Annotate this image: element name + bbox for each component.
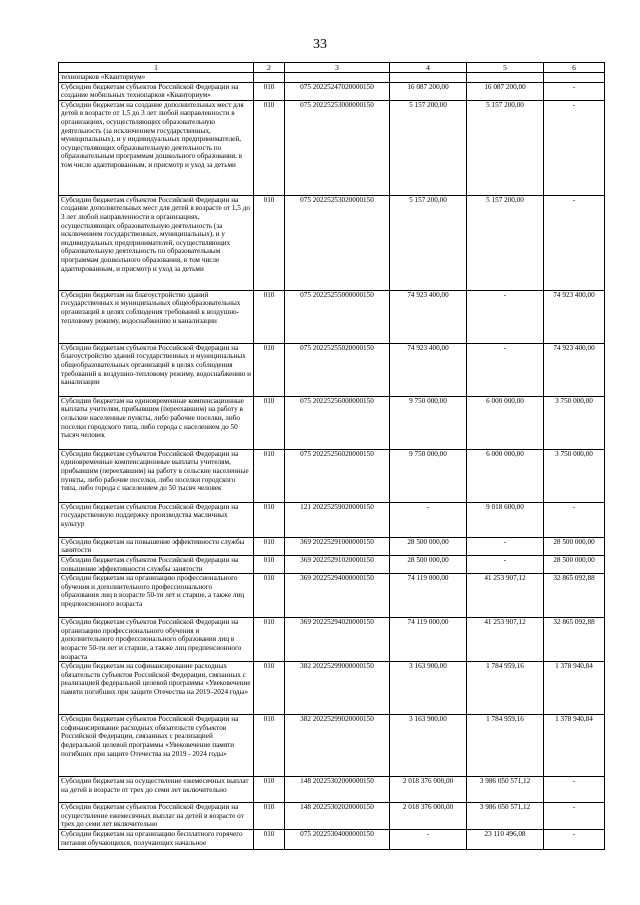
row-description: Субсидии бюджетам на создание дополнительных мест для детей в возрасте от 1,5 до 3 лет любой направленности в организациях, осуществляющих образовательную деятельность (за исключением государственных, муниципальных), и у индивидуальных предпринимателей, осуществляющих образовательную деятельность по образовательным программам дошкольного образования, в том числе адаптированным, и присмотр и уход за детьми [59, 100, 254, 195]
column-number: 5 [467, 63, 544, 73]
table-row [59, 715, 605, 777]
amount-col5: 1 784 959,16 [467, 662, 544, 715]
amount-col6: 74 923 400,00 [544, 290, 605, 343]
row-description: Субсидии бюджетам субъектов Российской Федерации на создание дополнительных мест для детей в возрасте от 1,5 до 3 лет любой направленности в организациях, осуществляющих образовательную деятельность (за исключением государственных, муниципальных), и у индивидуальных предпринимателей, осуществляющих образовательную деятельность по образовательным программам дошкольного образования, в том числе адаптированным, и присмотр и уход за детьми [59, 195, 254, 290]
table-row [59, 100, 605, 195]
row-description: Субсидии бюджетам на благоустройство зданий государственных и муниципальных общеобразовательных организаций в целях соблюдения требований к воздушно-тепловому режиму, водоснабжению и канализации [59, 290, 254, 343]
budget-classification-code: 148 20225302020000150 [285, 803, 390, 830]
budget-classification-code: 075 20225253020000150 [285, 195, 390, 290]
budget-classification-code: 382 20225299000000150 [285, 662, 390, 715]
amount-col5: 6 000 000,00 [467, 396, 544, 449]
budget-classification-code: 148 20225302000000150 [285, 777, 390, 803]
line-code: 010 [254, 829, 285, 849]
table-body [59, 63, 605, 850]
amount-col5: 3 986 050 571,12 [467, 803, 544, 830]
table-row [59, 537, 605, 555]
row-description: технопарков «Кванториум» [59, 73, 254, 83]
line-code: 010 [254, 195, 285, 290]
amount-col5: - [467, 343, 544, 396]
amount-col5: 9 018 600,00 [467, 502, 544, 537]
amount-col6: - [544, 803, 605, 830]
amount-col6: - [544, 502, 605, 537]
amount-col6: 3 750 000,00 [544, 396, 605, 449]
amount-col6: - [544, 829, 605, 849]
budget-classification-code: 369 20225291000000150 [285, 537, 390, 555]
budget-classification-code: 075 20225256000000150 [285, 396, 390, 449]
line-code: 010 [254, 715, 285, 777]
table-row [59, 829, 605, 849]
line-code: 010 [254, 502, 285, 537]
row-description: Субсидии бюджетам на софинансирование расходных обязательств субъектов Российской Федерации, связанных с реализацией федеральной целевой программы «Увековечение памяти погибших при защите Отечества на 2019–2024 годы» [59, 662, 254, 715]
amount-col4 [390, 73, 467, 83]
amount-col6: 28 500 000,00 [544, 555, 605, 573]
amount-col4: 74 119 000,00 [390, 618, 467, 662]
amount-col4: 5 157 200,00 [390, 100, 467, 195]
line-code [254, 73, 285, 83]
amount-col6: 28 500 000,00 [544, 537, 605, 555]
table-row [59, 803, 605, 830]
amount-col5: 6 000 000,00 [467, 449, 544, 502]
table-row [59, 82, 605, 100]
row-description: Субсидии бюджетам субъектов Российской Федерации на единовременные компенсационные выплаты учителям, прибывшим (переехавшим) на работу в сельские населенные пункты, либо рабочие поселки, либо поселки городского типа, либо города с населением до 50 тысяч человек [59, 449, 254, 502]
line-code: 010 [254, 662, 285, 715]
line-code: 010 [254, 100, 285, 195]
amount-col6: - [544, 100, 605, 195]
table-row [59, 449, 605, 502]
line-code: 010 [254, 290, 285, 343]
amount-col4: 3 163 900,00 [390, 662, 467, 715]
column-number: 2 [254, 63, 285, 73]
amount-col5: 3 986 050 571,12 [467, 777, 544, 803]
table-row [59, 396, 605, 449]
amount-col5: 41 253 907,12 [467, 618, 544, 662]
amount-col4: 28 500 000,00 [390, 555, 467, 573]
line-code: 010 [254, 449, 285, 502]
amount-col4: 28 500 000,00 [390, 537, 467, 555]
budget-classification-code: 121 20225259020000150 [285, 502, 390, 537]
table-row [59, 73, 605, 83]
page-number: 33 [313, 37, 327, 52]
row-description: Субсидии бюджетам субъектов Российской Федерации на создание мобильных технопарков «Кванториум» [59, 82, 254, 100]
row-description: Субсидии бюджетам субъектов Российской Федерации на организацию профессионального обучения и дополнительного профессионального образования лиц в возрасте 50-ти лет и старше, а также лиц предпенсионного возраста [59, 618, 254, 662]
amount-col6 [544, 73, 605, 83]
amount-col5: 5 157 200,00 [467, 100, 544, 195]
row-description: Субсидии бюджетам на осуществление ежемесячных выплат на детей в возрасте от трех до семи лет включительно [59, 777, 254, 803]
amount-col5: 16 087 200,00 [467, 82, 544, 100]
amount-col4: - [390, 502, 467, 537]
subsidies-table [58, 62, 605, 850]
amount-col4: 16 087 200,00 [390, 82, 467, 100]
row-description: Субсидии бюджетам на единовременные компенсационные выплаты учителям, прибывшим (переехавшим) на работу в сельские населенные пункты, либо рабочие поселки, либо поселки городского типа, либо города с населением до 50 тысяч человек [59, 396, 254, 449]
row-description: Субсидии бюджетам на организацию профессионального обучения и дополнительного профессионального образования лиц в возрасте 50-ти лет и старше, а также лиц предпенсионного возраста [59, 574, 254, 618]
budget-classification-code: 382 20225299020000150 [285, 715, 390, 777]
budget-classification-code: 369 20225294020000150 [285, 618, 390, 662]
column-number: 4 [390, 63, 467, 73]
table-row [59, 574, 605, 618]
amount-col4: 74 923 400,00 [390, 290, 467, 343]
amount-col4: - [390, 829, 467, 849]
line-code: 010 [254, 618, 285, 662]
line-code: 010 [254, 537, 285, 555]
budget-classification-code: 075 20225255020000150 [285, 343, 390, 396]
amount-col4: 9 750 000,00 [390, 449, 467, 502]
column-number: 1 [59, 63, 254, 73]
amount-col6: 1 378 940,84 [544, 715, 605, 777]
amount-col4: 9 750 000,00 [390, 396, 467, 449]
row-description: Субсидии бюджетам субъектов Российской Федерации на повышение эффективности службы занятости [59, 555, 254, 573]
amount-col6: 32 865 092,88 [544, 574, 605, 618]
amount-col6: - [544, 777, 605, 803]
line-code: 010 [254, 777, 285, 803]
row-description: Субсидии бюджетам субъектов Российской Федерации на осуществление ежемесячных выплат на детей в возрасте от трех до семи лет включительно [59, 803, 254, 830]
line-code: 010 [254, 574, 285, 618]
row-description: Субсидии бюджетам на повышение эффективности службы занятости [59, 537, 254, 555]
amount-col5: - [467, 537, 544, 555]
amount-col5: - [467, 290, 544, 343]
row-description: Субсидии бюджетам субъектов Российской Федерации на софинансирование расходных обязательств субъектов Российской Федерации, связанных с реализацией федеральной целевой программы «Увековечение памяти погибших при защите Отечества на 2019 - 2024 годы» [59, 715, 254, 777]
line-code: 010 [254, 343, 285, 396]
amount-col5: 1 784 959,16 [467, 715, 544, 777]
amount-col6: 32 865 092,88 [544, 618, 605, 662]
amount-col5: 41 253 907,12 [467, 574, 544, 618]
table-row [59, 555, 605, 573]
table-row [59, 618, 605, 662]
row-description: Субсидии бюджетам субъектов Российской Федерации на благоустройство зданий государственных и муниципальных общеобразовательных организаций в целях соблюдения требований к воздушно-тепловому режиму, водоснабжению и канализации [59, 343, 254, 396]
budget-classification-code: 369 20225291020000150 [285, 555, 390, 573]
line-code: 010 [254, 82, 285, 100]
column-number-row [59, 63, 605, 73]
amount-col5: 5 157 200,00 [467, 195, 544, 290]
table-row [59, 290, 605, 343]
budget-classification-code: 075 20225304000000150 [285, 829, 390, 849]
amount-col6: - [544, 82, 605, 100]
amount-col6: 3 750 000,00 [544, 449, 605, 502]
amount-col5: - [467, 555, 544, 573]
line-code: 010 [254, 555, 285, 573]
row-description: Субсидии бюджетам субъектов Российской Федерации на государственную поддержку производства масличных культур [59, 502, 254, 537]
amount-col4: 2 018 376 000,00 [390, 803, 467, 830]
amount-col5: 23 110 496,08 [467, 829, 544, 849]
row-description: Субсидии бюджетам на организацию бесплатного горячего питания обучающихся, получающих начальное [59, 829, 254, 849]
table-row [59, 502, 605, 537]
budget-classification-code: 075 20225247020000150 [285, 82, 390, 100]
table-row [59, 195, 605, 290]
budget-classification-code: 369 20225294000000150 [285, 574, 390, 618]
amount-col4: 2 018 376 000,00 [390, 777, 467, 803]
table-row [59, 777, 605, 803]
amount-col4: 74 119 000,00 [390, 574, 467, 618]
line-code: 010 [254, 803, 285, 830]
table-row [59, 662, 605, 715]
amount-col4: 5 157 200,00 [390, 195, 467, 290]
budget-classification-code: 075 20225256020000150 [285, 449, 390, 502]
amount-col4: 74 923 400,00 [390, 343, 467, 396]
line-code: 010 [254, 396, 285, 449]
amount-col4: 3 163 900,00 [390, 715, 467, 777]
amount-col6: - [544, 195, 605, 290]
column-number: 6 [544, 63, 605, 73]
amount-col5 [467, 73, 544, 83]
budget-classification-code: 075 20225255000000150 [285, 290, 390, 343]
table-row [59, 343, 605, 396]
budget-classification-code: 075 20225253000000150 [285, 100, 390, 195]
column-number: 3 [285, 63, 390, 73]
budget-classification-code [285, 73, 390, 83]
amount-col6: 1 378 940,84 [544, 662, 605, 715]
amount-col6: 74 923 400,00 [544, 343, 605, 396]
